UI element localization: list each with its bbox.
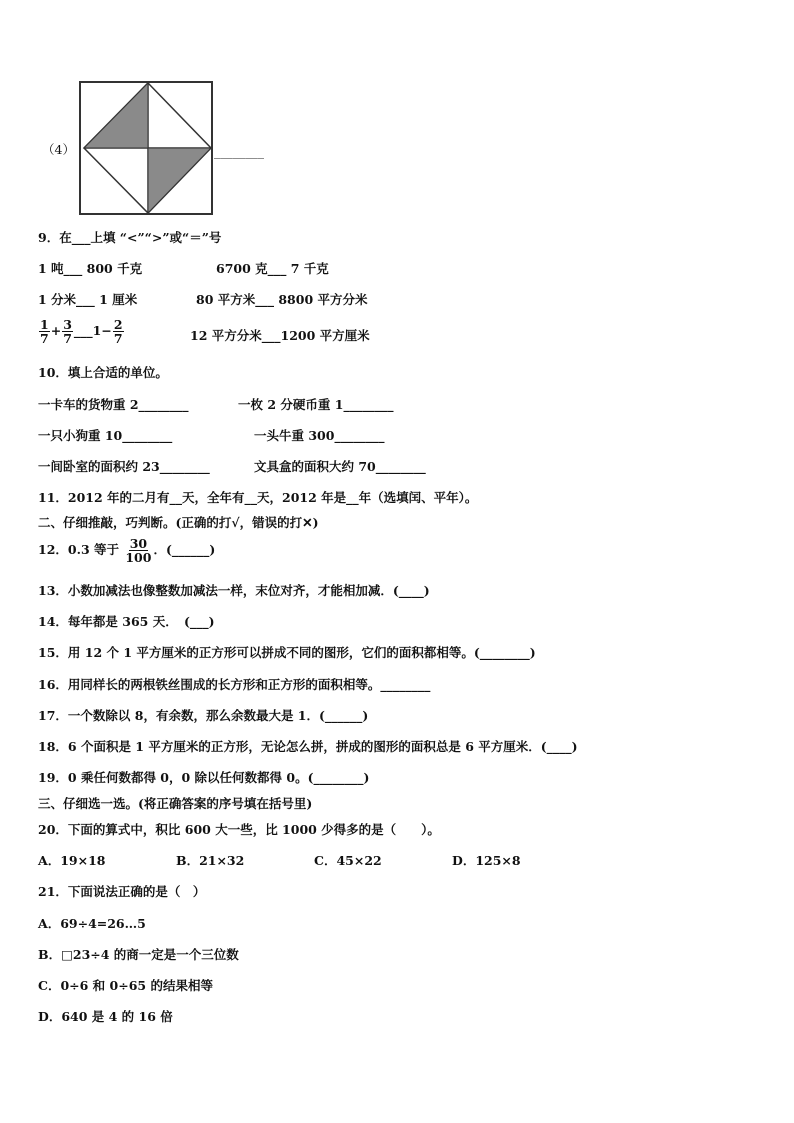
section-3-heading: 三、仔细选一选。(将正确答案的序号填在括号里) — [38, 796, 313, 811]
q18: 18．6 个面积是 1 平方厘米的正方形，无论怎么拼，拼成的图形的面积总是 6 平方厘米．(____) — [38, 739, 578, 754]
q9-item-1: 1 吨___ 800 千克 — [38, 261, 143, 276]
q9-item-6: 12 平方分米___1200 平方厘米 — [190, 328, 370, 343]
q20-option-b: B．21×32 — [176, 853, 245, 868]
q15: 15．用 12 个 1 平方厘米的正方形可以拼成不同的图形，它们的面积都相等。(________) — [38, 645, 536, 660]
q20-option-a: A．19×18 — [38, 853, 106, 868]
q8-4-blank: ________ — [214, 144, 264, 159]
q20-title: 20．下面的算式中，积比 600 大一些，比 1000 少得多的是（ ）。 — [38, 822, 440, 837]
fraction-3-7: $\frac{3}{7}$ — [63, 317, 72, 346]
q11: 11．2012 年的二月有__天，全年有__天，2012 年是__年（选填闰、平年）。 — [38, 490, 478, 505]
q17: 17．一个数除以 8，有余数，那么余数最大是 1．(______) — [38, 708, 369, 723]
q20-option-d: D．125×8 — [452, 853, 521, 868]
q9-item-2: 6700 克___ 7 千克 — [216, 261, 329, 276]
fraction-30-100: $\frac{30}{100}$ — [125, 536, 152, 565]
q12: 12．0.3 等于 $\frac{30}{100}$ ．(______) — [38, 536, 216, 565]
q20-option-c: C．45×22 — [314, 853, 382, 868]
square-figure-svg — [78, 80, 214, 216]
q9-item-4: 80 平方米___ 8800 平方分米 — [196, 292, 368, 307]
fraction-1-7: $\frac{1}{7}$ — [40, 317, 49, 346]
q10-item-5: 一间卧室的面积约 23________ — [38, 459, 210, 474]
q21-option-a: A．69÷4=26…5 — [38, 916, 146, 931]
q16: 16．用同样长的两根铁丝围成的长方形和正方形的面积相等。________ — [38, 677, 431, 692]
fraction-2-7: $\frac{2}{7}$ — [113, 317, 123, 346]
q9-title: 9．在___上填 “<”“>”或“＝”号 — [38, 230, 222, 245]
q21-option-b: B．□23÷4 的商一定是一个三位数 — [38, 947, 239, 962]
q10-item-6: 文具盒的面积大约 70________ — [254, 459, 426, 474]
section-2-heading: 二、仔细推敲，巧判断。(正确的打√，错误的打✕) — [38, 515, 319, 530]
q21-option-d: D．640 是 4 的 16 倍 — [38, 1009, 173, 1024]
q8-4-label: （4） — [42, 142, 75, 157]
q14: 14．每年都是 365 天． (___) — [38, 614, 215, 629]
q10-item-4: 一头牛重 300________ — [254, 428, 385, 443]
q21-title: 21．下面说法正确的是（ ） — [38, 884, 206, 899]
q10-item-1: 一卡车的货物重 2________ — [38, 397, 189, 412]
square-figure — [78, 80, 214, 219]
q13: 13．小数加减法也像整数加减法一样，末位对齐，才能相加减．(____) — [38, 583, 430, 598]
q21-option-c: C．0÷6 和 0÷65 的结果相等 — [38, 978, 213, 993]
q10-item-2: 一枚 2 分硬币重 1________ — [238, 397, 394, 412]
q19: 19．0 乘任何数都得 0，0 除以任何数都得 0。(________) — [38, 770, 370, 785]
q9-fraction-item: $\frac{1}{7}$ + $\frac{3}{7}$ ___1− $\frac{2}{7}$ — [40, 317, 123, 346]
q10-title: 10．填上合适的单位。 — [38, 365, 168, 380]
q10-item-3: 一只小狗重 10________ — [38, 428, 173, 443]
q9-item-3: 1 分米___ 1 厘米 — [38, 292, 138, 307]
